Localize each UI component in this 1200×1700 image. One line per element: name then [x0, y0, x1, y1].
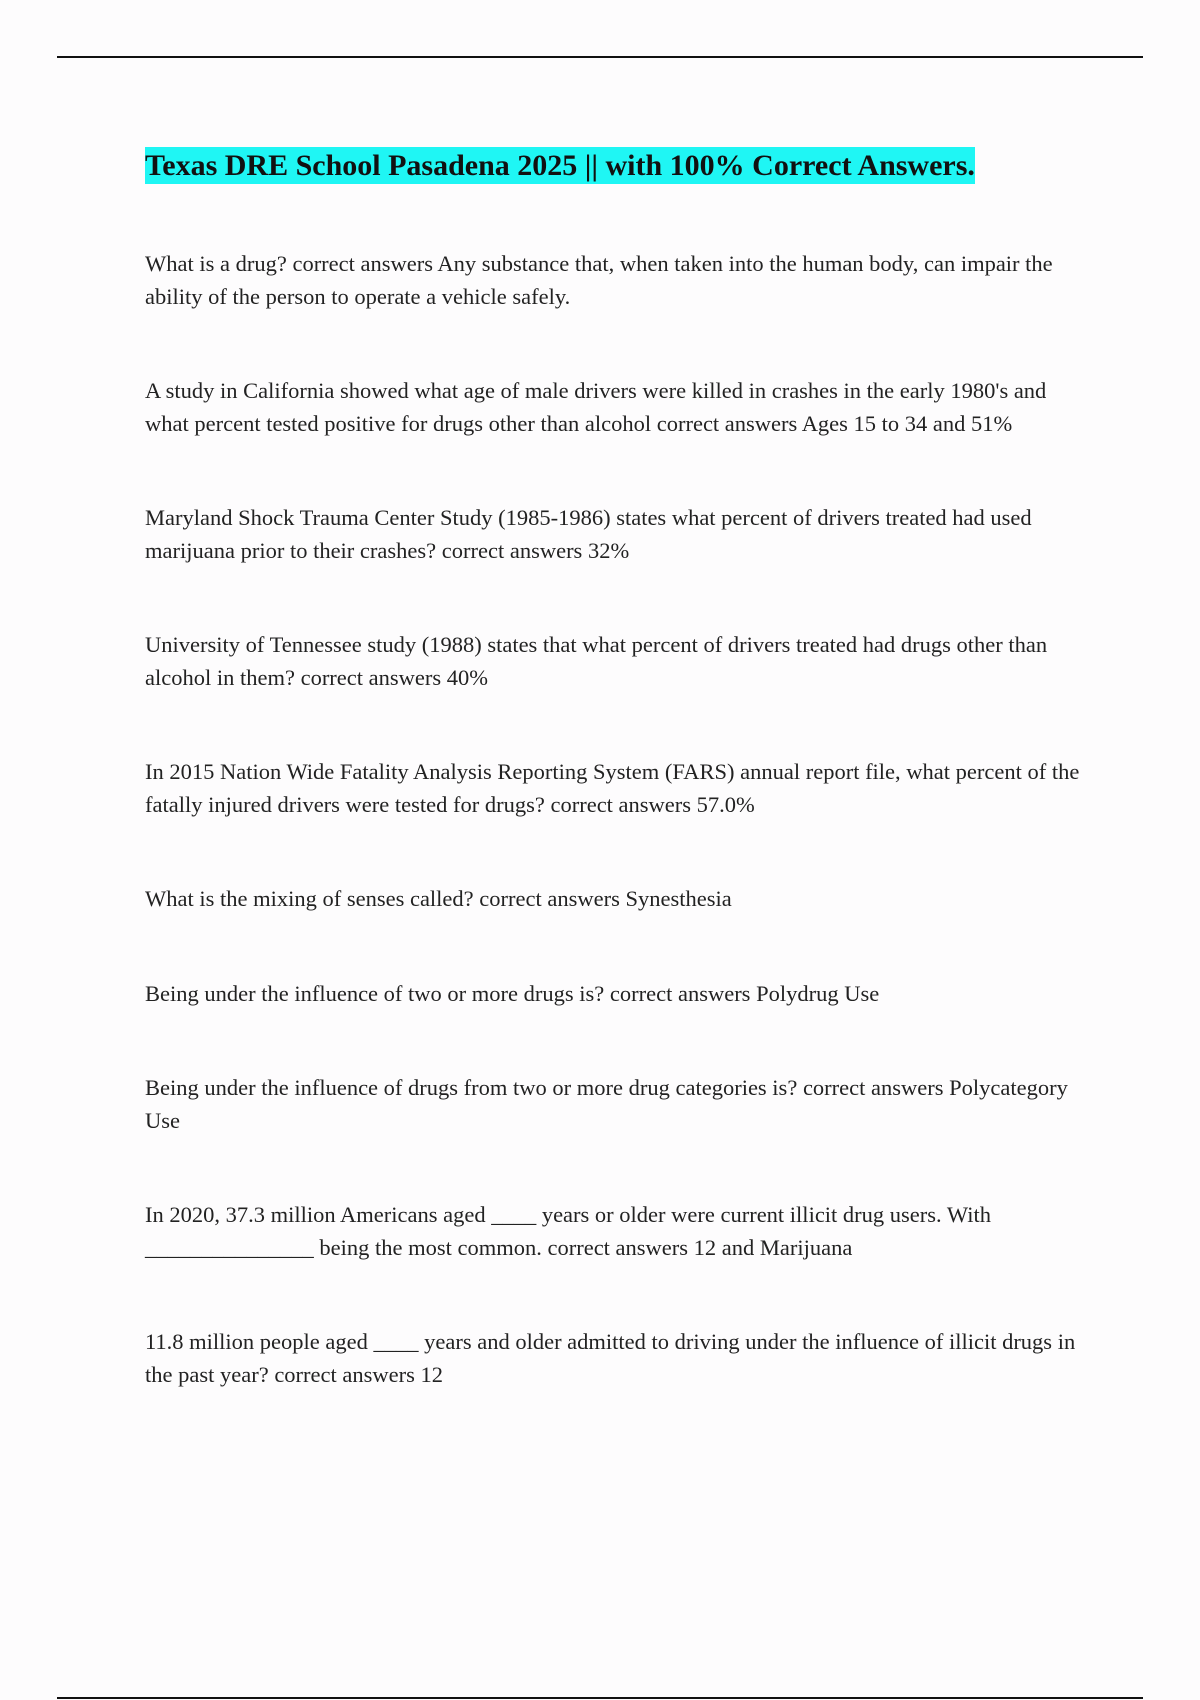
question-text: In 2015 Nation Wide Fatality Analysis Reporting System (FARS) annual report file, what percent of the fatally injured drivers were tested for drugs?	[145, 759, 1080, 817]
answer-text: Any substance that, when taken into the human body, can impair the ability of the person to operate a vehicle safely.	[145, 251, 1053, 309]
question-text: Maryland Shock Trauma Center Study (1985-1986) states what percent of drivers treated had used marijuana prior to their crashes?	[145, 505, 1032, 563]
question-text: What is a drug?	[145, 251, 287, 276]
answer-marker: correct answers	[609, 980, 751, 1006]
qa-item-3	[145, 502, 1095, 567]
document-title	[145, 142, 1095, 190]
answer-marker: correct answers	[479, 886, 620, 911]
header-rule	[57, 56, 1143, 58]
answer-text: 40%	[446, 664, 489, 690]
answer-marker: correct answers	[656, 410, 798, 436]
question-text: 11.8 million people aged ____ years and older admitted to driving under the influence of illicit drugs in the past year?	[145, 1329, 1076, 1387]
qa-item-8	[145, 1072, 1095, 1137]
qa-item-10	[145, 1326, 1095, 1391]
qa-item-9	[145, 1199, 1095, 1264]
answer-marker: correct answers	[300, 664, 442, 690]
question-text: Being under the influence of two or more drugs is?	[145, 980, 605, 1006]
answer-text: 57.0%	[696, 791, 755, 817]
answer-marker: correct answers	[550, 791, 692, 817]
qa-item-7	[145, 978, 1095, 1011]
answer-text: 12 and Marijuana	[693, 1234, 853, 1260]
answer-text: Polycategory Use	[145, 1075, 1068, 1133]
answer-text: Polydrug Use	[756, 980, 880, 1006]
question-text: Being under the influence of drugs from two or more drug categories is?	[145, 1075, 798, 1100]
answer-marker: correct answers	[802, 1075, 944, 1100]
answer-marker: correct answers	[441, 537, 583, 563]
qa-item-1	[145, 248, 1095, 313]
qa-item-6	[145, 883, 1095, 916]
question-text: A study in California showed what age of male drivers were killed in crashes in the early 1980's and what percent tested positive for drugs other than alcohol	[145, 378, 1047, 436]
question-text: University of Tennessee study (1988) states that what percent of drivers treated had drugs other than alcohol in them?	[145, 632, 1048, 690]
answer-text: 32%	[587, 537, 630, 563]
document-body	[145, 142, 1095, 1453]
qa-item-2	[145, 375, 1095, 440]
question-text: What is the mixing of senses called?	[145, 886, 474, 911]
qa-item-5	[145, 756, 1095, 821]
answer-marker: correct answers	[292, 251, 434, 276]
footer-rule	[57, 1697, 1143, 1699]
answer-text: Synesthesia	[625, 886, 732, 911]
answer-marker: correct answers	[274, 1361, 415, 1387]
title-highlight: Texas DRE School Pasadena 2025 || with 100% Correct Answers.	[145, 149, 975, 182]
qa-item-4	[145, 629, 1095, 694]
answer-marker: correct answers	[547, 1234, 689, 1260]
question-text: In 2020, 37.3 million Americans aged ____ years or older were current illicit drug users. With _______________ being the most common.	[145, 1202, 991, 1260]
qa-list	[145, 248, 1095, 1391]
answer-text: 12	[420, 1361, 443, 1387]
answer-text: Ages 15 to 34 and 51%	[801, 410, 1013, 436]
